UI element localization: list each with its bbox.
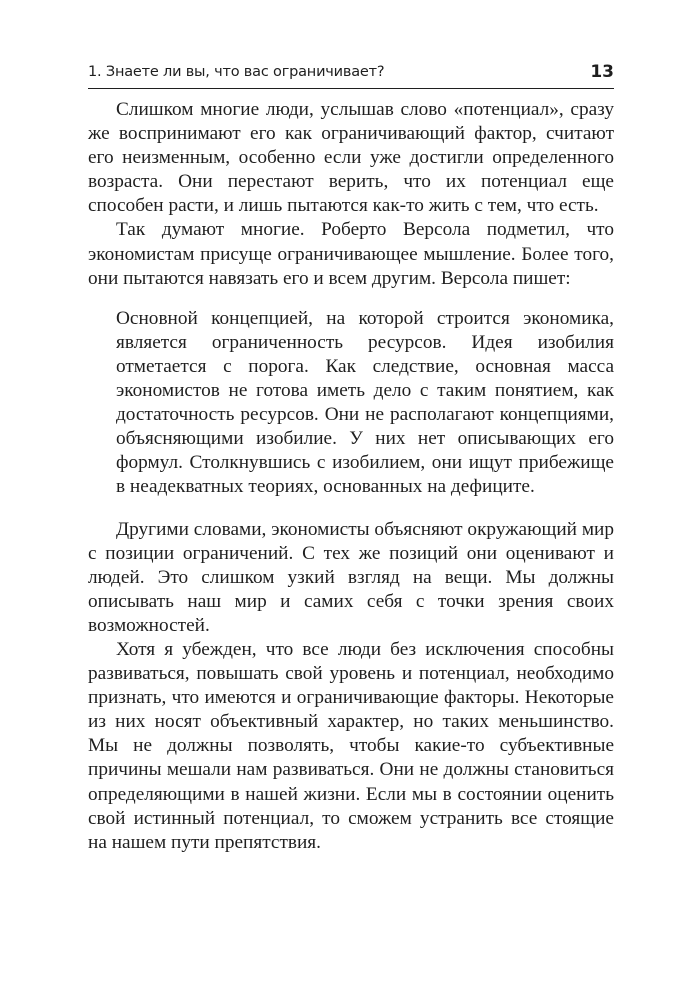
paragraph: Хотя я убежден, что все люди без исключения способны развиваться, повышать свой уровень и потенциал, необходимо признать, что имеются и ограничивающие факторы. Некоторые из них носят объективный характер, но таких меньшинство. Мы не должны позволять, чтобы какие-то субъективные причины мешали нам развиваться. Они не должны становиться определяющими в нашей жизни. Если мы в состоянии оценить свой истинный потенциал, то сможем устранить все стоящие на нашем пути препятствия. [88, 638, 614, 853]
running-header [88, 62, 614, 89]
page-number: 13 [590, 62, 614, 82]
page-content [88, 62, 614, 855]
body-text [88, 98, 614, 855]
paragraph: Слишком многие люди, услышав слово «потенциал», сразу же воспринимают его как ограничивающий фактор, считают его неизменным, особенно если уже достигли определенного возраста. Они перестают верить, что их потенциал еще способен расти, и лишь пытаются как-то жить с тем, что есть. [88, 99, 614, 217]
block-quote [116, 307, 614, 500]
paragraph: Другими словами, экономисты объясняют окружающий мир с позиции ограничений. С тех же позиций они оценивают и людей. Это слишком узкий взгляд на вещи. Мы должны описывать наш мир и самих себя с точки зрения своих возможностей. [88, 518, 614, 636]
chapter-title: 1. Знаете ли вы, что вас ограничивает? [88, 64, 385, 80]
paragraph: Так думают многие. Роберто Версола подметил, что экономистам присуще ограничивающее мышление. Более того, они пытаются навязать его и всем другим. Версола пишет: [88, 219, 614, 289]
quote-text: Основной концепцией, на которой строится экономика, является ограниченность ресурсов. Идея изобилия отметается с порога. Как следствие, основная масса экономистов не готова иметь дело с таким понятием, как достаточность ресурсов. Они не располагают концепциями, объясняющими изобилие. У них нет описывающих его формул. Столкнувшись с изобилием, они ищут прибежище в неадекватных теориях, основанных на дефиците. [116, 307, 614, 498]
